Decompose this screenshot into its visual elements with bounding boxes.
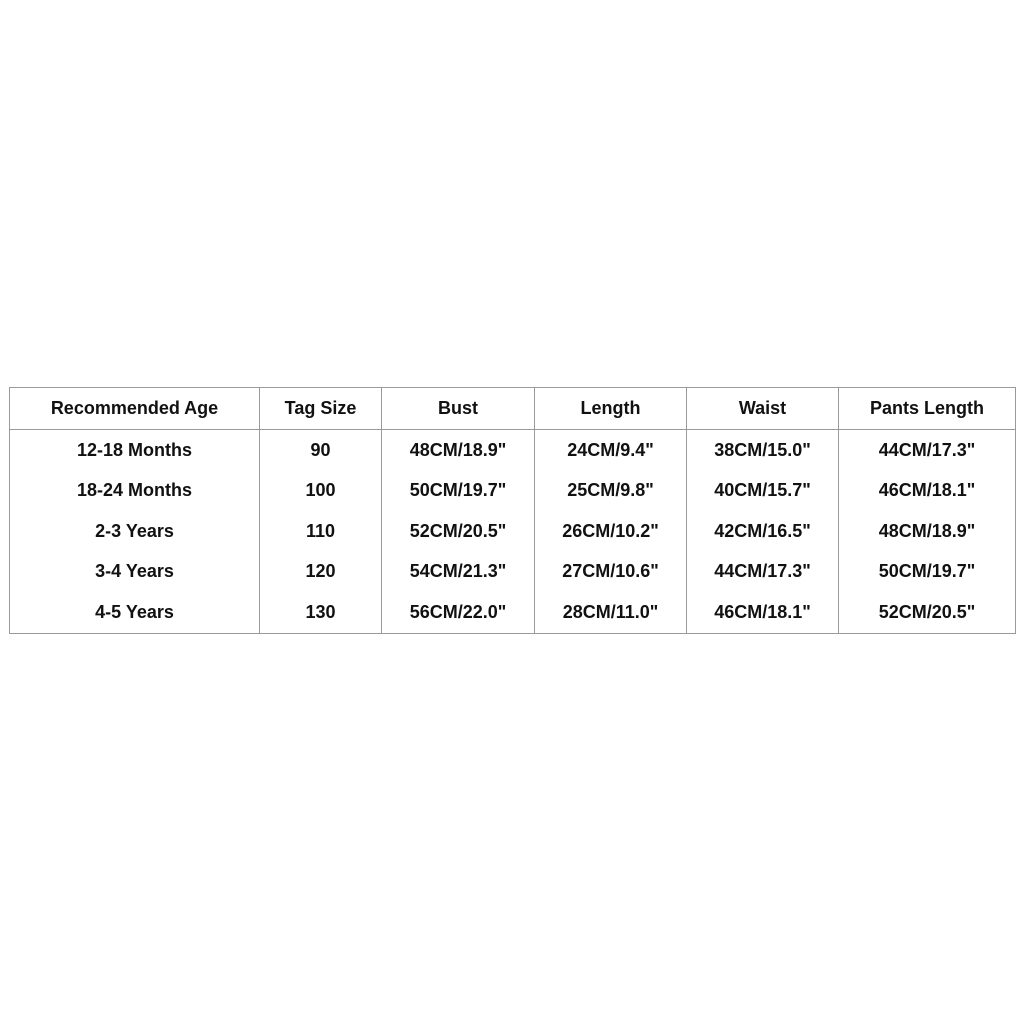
cell-tag-size: 110 bbox=[260, 511, 382, 552]
cell-waist: 38CM/15.0" bbox=[687, 430, 839, 471]
cell-waist: 44CM/17.3" bbox=[687, 552, 839, 593]
cell-waist: 40CM/15.7" bbox=[687, 471, 839, 512]
cell-age: 4-5 Years bbox=[10, 592, 260, 633]
cell-length: 25CM/9.8" bbox=[535, 471, 687, 512]
cell-bust: 50CM/19.7" bbox=[382, 471, 535, 512]
cell-length: 28CM/11.0" bbox=[535, 592, 687, 633]
table-header-row bbox=[10, 388, 1016, 430]
cell-waist: 42CM/16.5" bbox=[687, 511, 839, 552]
cell-tag-size: 130 bbox=[260, 592, 382, 633]
header-length: Length bbox=[535, 388, 687, 430]
cell-length: 26CM/10.2" bbox=[535, 511, 687, 552]
table-row bbox=[10, 430, 1016, 471]
header-bust: Bust bbox=[382, 388, 535, 430]
cell-age: 3-4 Years bbox=[10, 552, 260, 593]
cell-pants-length: 52CM/20.5" bbox=[839, 592, 1016, 633]
cell-length: 27CM/10.6" bbox=[535, 552, 687, 593]
header-tag-size: Tag Size bbox=[260, 388, 382, 430]
cell-bust: 56CM/22.0" bbox=[382, 592, 535, 633]
cell-age: 18-24 Months bbox=[10, 471, 260, 512]
cell-tag-size: 120 bbox=[260, 552, 382, 593]
table-row bbox=[10, 552, 1016, 593]
header-pants-length: Pants Length bbox=[839, 388, 1016, 430]
table-row bbox=[10, 511, 1016, 552]
header-recommended-age: Recommended Age bbox=[10, 388, 260, 430]
cell-pants-length: 50CM/19.7" bbox=[839, 552, 1016, 593]
cell-tag-size: 100 bbox=[260, 471, 382, 512]
cell-pants-length: 48CM/18.9" bbox=[839, 511, 1016, 552]
cell-bust: 52CM/20.5" bbox=[382, 511, 535, 552]
cell-bust: 54CM/21.3" bbox=[382, 552, 535, 593]
cell-pants-length: 44CM/17.3" bbox=[839, 430, 1016, 471]
header-waist: Waist bbox=[687, 388, 839, 430]
cell-pants-length: 46CM/18.1" bbox=[839, 471, 1016, 512]
table-row bbox=[10, 471, 1016, 512]
cell-bust: 48CM/18.9" bbox=[382, 430, 535, 471]
cell-waist: 46CM/18.1" bbox=[687, 592, 839, 633]
cell-tag-size: 90 bbox=[260, 430, 382, 471]
cell-age: 2-3 Years bbox=[10, 511, 260, 552]
cell-length: 24CM/9.4" bbox=[535, 430, 687, 471]
size-chart-table bbox=[9, 387, 1016, 634]
table-row bbox=[10, 592, 1016, 633]
cell-age: 12-18 Months bbox=[10, 430, 260, 471]
